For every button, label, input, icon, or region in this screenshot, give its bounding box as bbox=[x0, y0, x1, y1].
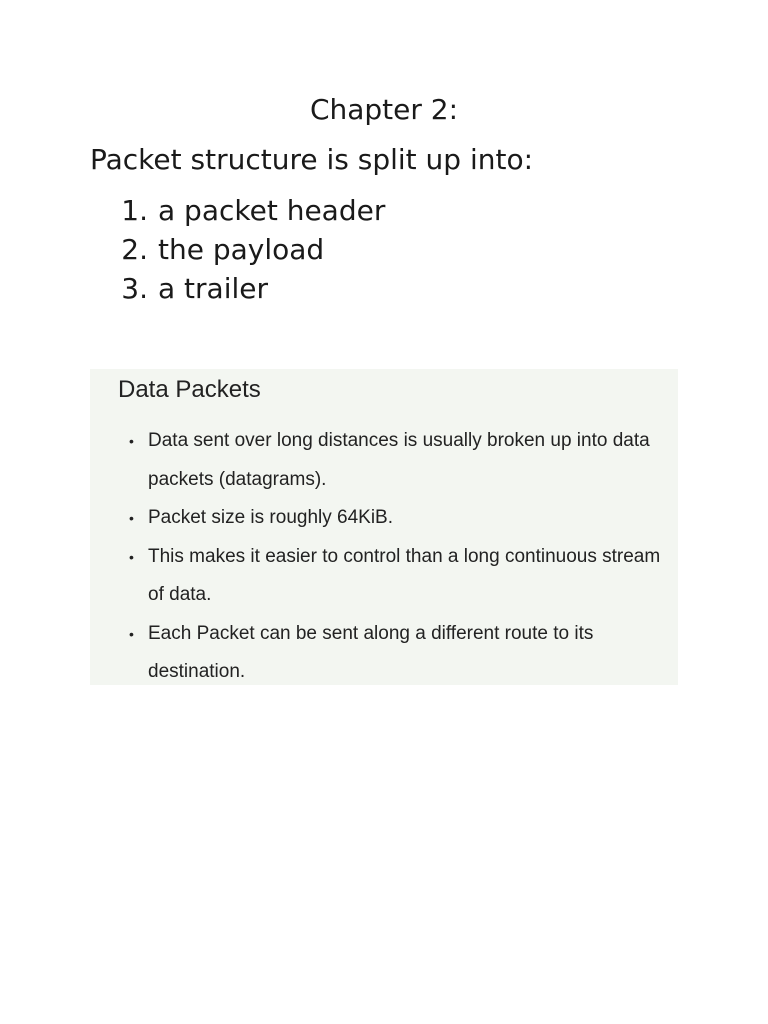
list-text: a packet header bbox=[158, 194, 386, 227]
list-item bbox=[90, 191, 385, 230]
list-item bbox=[126, 422, 666, 499]
list-item bbox=[126, 615, 666, 692]
list-text: a trailer bbox=[158, 272, 269, 305]
list-number: 3. bbox=[121, 272, 148, 305]
bullet-icon: • bbox=[129, 433, 134, 449]
list-number: 1. bbox=[121, 194, 148, 227]
bullet-icon: • bbox=[129, 625, 134, 642]
bullet-icon: • bbox=[129, 510, 134, 526]
slide-bullet-list bbox=[126, 422, 666, 692]
packet-structure-list bbox=[90, 191, 385, 308]
list-item bbox=[126, 538, 666, 615]
data-packets-slide-image bbox=[90, 369, 678, 685]
slide-title: Data Packets bbox=[118, 376, 261, 403]
bullet-icon: • bbox=[129, 548, 134, 565]
bullet-text: Packet size is roughly 64KiB. bbox=[148, 507, 394, 528]
list-text: the payload bbox=[158, 233, 325, 266]
bullet-text: Each Packet can be sent along a different route to its destination. bbox=[148, 622, 594, 682]
list-item bbox=[126, 499, 666, 538]
list-number: 2. bbox=[121, 233, 148, 266]
list-item bbox=[90, 269, 385, 308]
list-item bbox=[90, 230, 385, 269]
bullet-text: This makes it easier to control than a long continuous stream of data. bbox=[148, 545, 661, 605]
bullet-text: Data sent over long distances is usually broken up into data packets (datagrams). bbox=[148, 430, 650, 490]
intro-text: Packet structure is split up into: bbox=[90, 143, 534, 176]
chapter-title: Chapter 2: bbox=[309, 93, 459, 126]
